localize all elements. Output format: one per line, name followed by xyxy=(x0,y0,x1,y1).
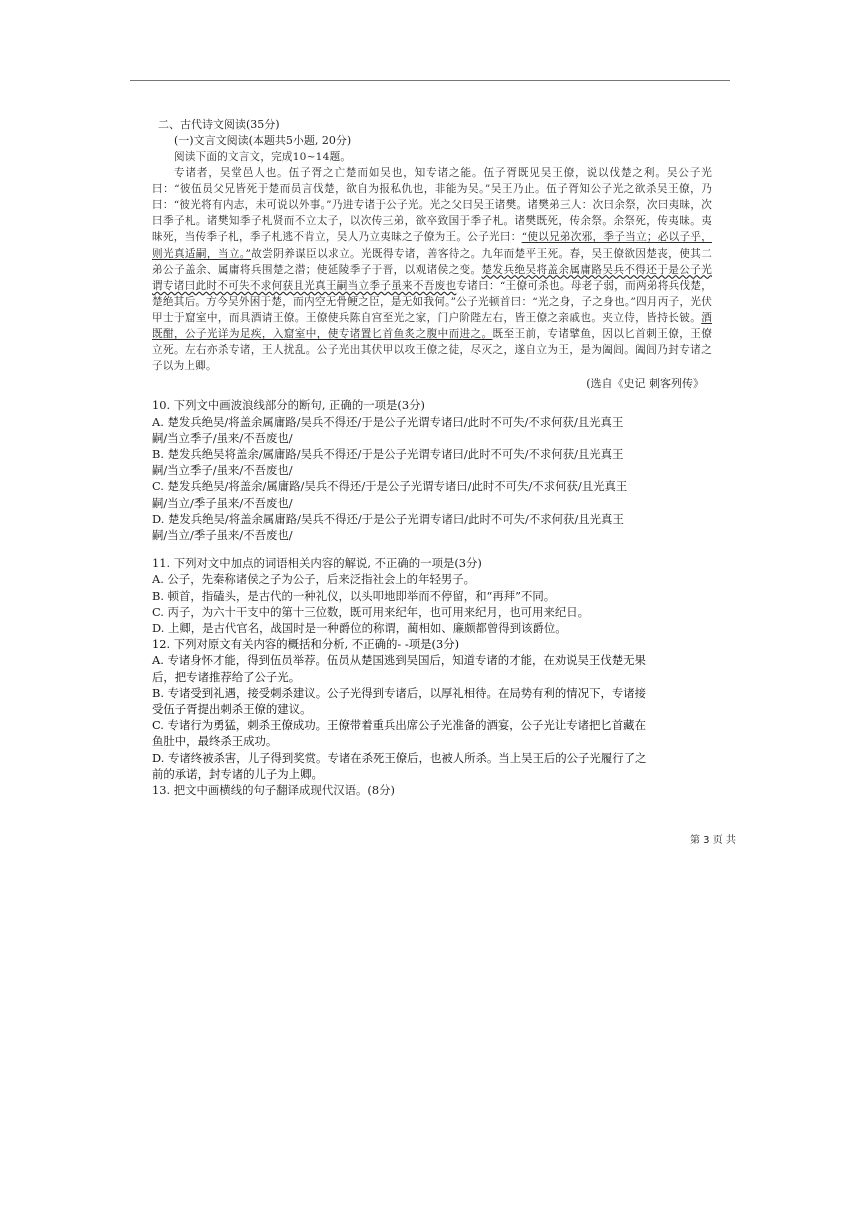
q10-option-a-line1: A. 楚发兵绝吴/将盖余属庸路/吴兵不得还/于是公子光谓专诸曰/此时不可失/不求何获/且光真王 xyxy=(152,414,624,429)
q11-option-d: D. 上卿，是古代官名，战国时是一种爵位的称谓，蔺相如、廉颇都曾得到该爵位。 xyxy=(152,620,567,635)
section-title: 二、古代诗文阅读(35分) xyxy=(158,118,280,131)
wavy-underlined-segment: 楚发兵绝吴将盖余属庸路吴兵不得还于是公子光谓专诸曰此时不可失不求何获且光真王嗣当立季子虽来不吾废也 xyxy=(152,263,713,292)
q10-option-c-line2: 嗣/当立/季子虽来/不吾废也/ xyxy=(152,495,293,510)
question-12 xyxy=(152,636,712,782)
classical-passage xyxy=(152,149,712,391)
underlined-sentence-1: “使以兄弟次邪，季子当立；必以子乎，则光真适嗣，当立。” xyxy=(152,231,713,260)
passage-text-1: 专诸者，吴堂邑人也。伍子胥之亡楚而如吴也，知专诸之能。伍子胥既见吴王僚，说以伐楚之利。吴公子光曰：“彼伍员父兄皆死于楚而员言伐楚，欲自为报私仇也，非能为吴。”吴王乃止。伍子胥知公子光之欲杀吴王僚，乃曰：“彼光将有内志，未可说以外事。”乃进专诸于公子光。光之父曰吴王诸樊。诸樊弟三人：次曰余祭，次曰夷昧，次曰季子札。诸樊知季子札贤而不立太子，以次传三弟，欲卒致国于季子札。诸樊既死，传余祭。余祭死，传夷昧。夷昧死，当传季子札，季子札逃不肯立，吴人乃立夷昧之子僚为王。公子光曰： xyxy=(152,167,712,244)
q12-option-d-line1: D. 专诸终被杀害，儿子得到奖赏。专诸在杀死王僚后，也被人所杀。当上吴王后的公子光履行了之 xyxy=(152,750,647,765)
q13-stem: 13. 把文中画横线的句子翻译成现代汉语。(8分) xyxy=(152,782,395,797)
passage-source: (选自《史记 刺客列传》 xyxy=(586,377,704,391)
q12-option-a-line2: 后，把专诸推荐给了公子光。 xyxy=(152,669,301,684)
page-number: 第 3 页 共 xyxy=(690,835,736,846)
q10-stem: 10. 下列文中画波浪线部分的断句, 正确的一项是(3分) xyxy=(152,398,425,413)
q12-stem: 12. 下列对原文有关内容的概括和分析, 不正确的- -项是(3分) xyxy=(152,637,460,652)
q10-option-b-line1: B. 楚发兵绝吴将盖余/属庸路/吴兵不得还/于是公子光谓专诸曰/此时不可失/不求何获/且光真王 xyxy=(152,446,624,461)
passage-text-4: 既至王前，专诸擘鱼，因以匕首刺王僚，王僚立死。左右亦杀专诸，王人扰乱。公子光出其伏甲以攻王僚之徒，尽灭之，遂自立为王，是为阖闾。阖闾乃封专诸之子以为上卿。 xyxy=(152,328,713,373)
question-13 xyxy=(152,782,712,798)
q10-option-a-line2: 嗣/当立季子/虽来/不吾废也/ xyxy=(152,430,293,445)
q10-option-d-line2: 嗣/当立/季子虽来/不吾废也/ xyxy=(152,527,293,542)
passage-text-2: 故尝阴养谋臣以求立。光既得专诸，善客待之。九年而楚平王死。春，吴王僚欲因楚丧，使其二弟公子盖余、属庸将兵围楚之潜；使延陵季子于晋，以观诸侯之变。 xyxy=(152,247,712,276)
exam-page xyxy=(152,118,712,798)
q12-option-a-line1: A. 专诸身怀才能，得到伍员举荐。伍员从楚国逃到吴国后，知道专诸的才能，在劝说吴王伐楚无果 xyxy=(152,653,646,668)
passage-intro: 阅读下面的文言文，完成10~14题。 xyxy=(174,151,352,163)
question-11 xyxy=(152,555,712,636)
q10-option-b-line2: 嗣/当立季子/虽来/不吾废也/ xyxy=(152,463,293,478)
q12-option-d-line2: 前的承诺，封专诸的儿子为上卿。 xyxy=(152,766,323,781)
passage-text-3: 专诸曰：“王僚可杀也。母老子弱，而两弟将兵伐楚，楚绝其后。方今吴外困于楚，而内空无骨鲠之臣，是无如我何。”公子光顿首曰：“光之身，子之身也。”四月丙子，光伏甲士于窟室中，而具酒请王僚。王僚使兵陈自宫至光之家，门户阶陛左右，皆王僚之亲戚也。夹立侍，皆持长铍。 xyxy=(152,279,712,324)
q11-option-b: B. 顿首，指磕头，是古代的一种礼仪，以头叩地即举而不停留，和“再拜”不同。 xyxy=(152,588,556,603)
sub-section-title: (一)文言文阅读(本题共5小题, 20分) xyxy=(174,134,352,147)
q10-option-d-line1: D. 楚发兵绝吴/将盖余属庸路/吴兵不得还/于是公子光谓专诸曰/此时不可失/不求何获/且光真王 xyxy=(152,511,624,526)
passage-paragraph xyxy=(152,165,712,374)
q12-option-b-line2: 受伍子胥提出刺杀王僚的建议。 xyxy=(152,701,312,716)
q12-option-c-line2: 鱼肚中，最终杀王成功。 xyxy=(152,734,278,749)
header-rule xyxy=(130,80,730,81)
q11-stem: 11. 下列对文中加点的词语相关内容的解说, 不正确的一项是(3分) xyxy=(152,556,482,571)
q11-option-a: A. 公子，先秦称诸侯之子为公子，后来泛指社会上的年轻男子。 xyxy=(152,572,476,587)
question-10 xyxy=(152,397,712,543)
q10-option-c-line1: C. 楚发兵绝吴/将盖余/属庸路/吴兵不得还/于是公子光谓专诸曰/此时不可失/不求何获/且光真王 xyxy=(152,479,628,494)
q12-option-b-line1: B. 专诸受到礼遇，接受刺杀建议。公子光得到专诸后，以厚礼相待。在局势有利的情况下，专诸接 xyxy=(152,685,647,700)
spacer xyxy=(152,543,712,555)
underlined-sentence-2: 酒既酣，公子光详为足疾，入窟室中，使专诸置匕首鱼炙之腹中而进之。 xyxy=(152,311,712,341)
q12-option-c-line1: C. 专诸行为勇猛，刺杀王僚成功。王僚带着重兵出席公子光准备的酒宴，公子光让专诸把匕首藏在 xyxy=(152,718,646,733)
q11-option-c: C. 丙子，为六十干支中的第十三位数，既可用来纪年，也可用来纪月，也可用来纪日。 xyxy=(152,604,590,619)
